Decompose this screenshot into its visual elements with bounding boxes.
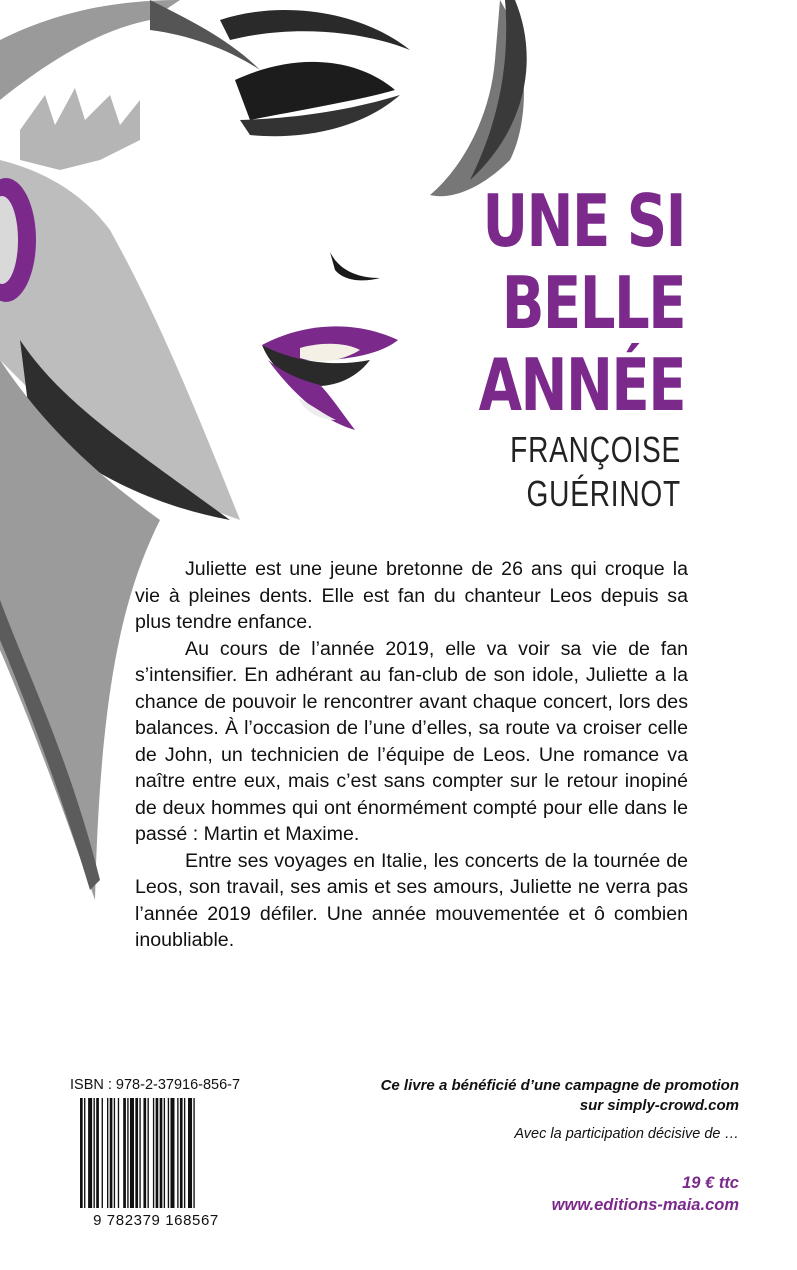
barcode-bar [94, 1098, 95, 1208]
barcode-bar [139, 1098, 140, 1208]
barcode-bar [193, 1098, 194, 1208]
barcode-bar [118, 1098, 119, 1208]
promo-line: Ce livre a bénéficié d’une campagne de promotion [380, 1077, 739, 1094]
barcode-bar [114, 1098, 115, 1208]
publisher-info [339, 1076, 739, 1216]
barcode [78, 1098, 234, 1228]
barcode-digits: 9 782379 168567 [93, 1212, 219, 1228]
price-label: 19 € ttc [682, 1174, 739, 1192]
book-blurb [135, 556, 688, 954]
nostril [330, 252, 380, 280]
barcode-bar [80, 1098, 83, 1208]
barcode-bar [160, 1098, 163, 1208]
barcode-bar [153, 1098, 154, 1208]
book-title [428, 180, 685, 426]
barcode-bar [107, 1098, 108, 1208]
isbn-label: ISBN : 978-2-37916-856-7 [70, 1077, 241, 1093]
barcode-bar [88, 1098, 92, 1208]
blurb-paragraph: Au cours de l’année 2019, elle va voir sa vie de fan s’intensifier. En adhérant au fan-club de son idole, Juliette a la chance de pouvoir le rencontrer avant chaque concert, lors des balances. À l’occasion de l’une d’elles, sa route va croiser celle de John, un technicien de l’équipe de Leos. Une romance va naître entre eux, mais c’est sans compter sur le retour inopiné de deux hommes qui ont énormément compté pour elle dans le passé : Martin et Maxime. [135, 637, 688, 845]
barcode-bar [170, 1098, 174, 1208]
barcode-bar [102, 1098, 103, 1208]
barcode-bar [96, 1098, 99, 1208]
barcode-bar [84, 1098, 85, 1208]
blurb-paragraph: Juliette est une jeune bretonne de 26 ans qui croque la vie à pleines dents. Elle est fan du chanteur Leos depuis sa plus tendre enfance. [135, 558, 688, 633]
hair-strands [20, 88, 140, 170]
barcode-bar [184, 1098, 185, 1208]
eyebrow [220, 10, 410, 50]
barcode-bar [156, 1098, 159, 1208]
author-line: FRANÇOISE [510, 429, 681, 470]
barcode-bar [127, 1098, 128, 1208]
barcode-bar [164, 1098, 165, 1208]
barcode-bar [180, 1098, 183, 1208]
title-line: UNE SI [482, 179, 685, 263]
barcode-bars [80, 1098, 195, 1208]
barcode-bar [143, 1098, 146, 1208]
author-line: GUÉRINOT [526, 473, 681, 514]
barcode-bar [148, 1098, 149, 1208]
title-line: BELLE [501, 261, 685, 345]
barcode-bar [123, 1098, 126, 1208]
title-line: ANNÉE [478, 343, 685, 427]
promo-link[interactable]: sur simply-crowd.com [579, 1097, 739, 1114]
barcode-bar [168, 1098, 169, 1208]
website-link[interactable]: www.editions-maia.com [551, 1196, 739, 1214]
barcode-bar [135, 1098, 138, 1208]
barcode-bar [177, 1098, 178, 1208]
author-name [447, 428, 681, 516]
partner-note: Avec la participation décisive de … [514, 1126, 739, 1142]
blurb-paragraph: Entre ses voyages en Italie, les concerts de la tournée de Leos, son travail, ses amis et ses amours, Juliette ne verra pas l’année 2019 défiler. Une année mouvementée et ô combien inoubliable. [135, 849, 688, 951]
barcode-bar [110, 1098, 113, 1208]
barcode-bar [130, 1098, 134, 1208]
barcode-bar [188, 1098, 192, 1208]
